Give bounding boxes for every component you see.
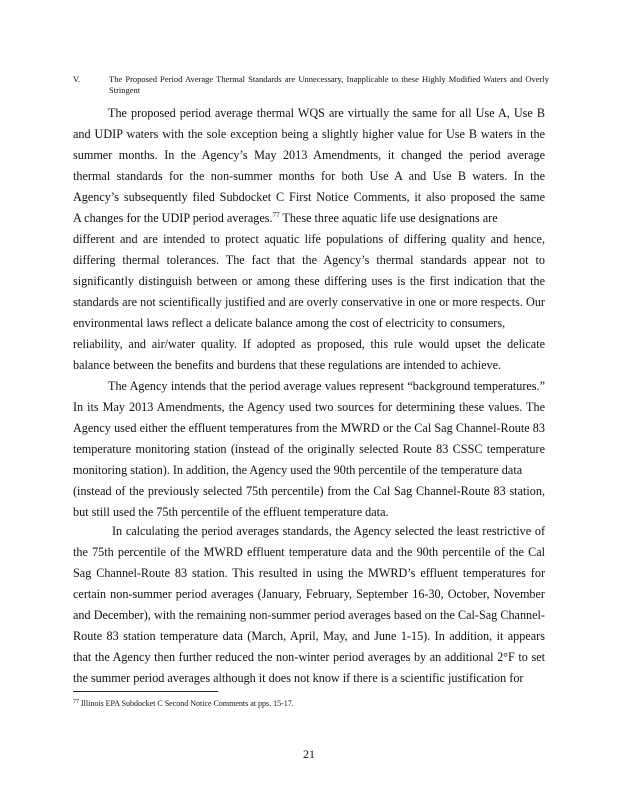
footnote	[73, 697, 294, 709]
footnote-reference: 77	[272, 211, 280, 219]
p3-line-2: the 75th percentile of the MWRD effluent temperature data and the 90th percentile of the Cal	[73, 545, 545, 559]
p2-line-5: monitoring station). In addition, the Agency used the 90th percentile of the temperature data	[73, 463, 523, 477]
p2-line-2: In its May 2013 Amendments, the Agency used two sources for determining these values. The	[73, 400, 545, 414]
p1-line-6	[73, 210, 545, 226]
p2-line-3: Agency used either the effluent temperatures from the MWRD or the Cal Sag Channel-Route 83	[73, 421, 545, 435]
p2-line-4: temperature monitoring station (instead of the originally selected Route 83 CSSC temperature	[73, 442, 545, 456]
p1-line-13: balance between the benefits and burdens that these regulations are intended to achieve.	[73, 358, 502, 372]
p1-line-8: differing thermal tolerances. The fact that the Agency’s thermal standards appear not to	[73, 253, 545, 267]
p2-line-6: (instead of the previously selected 75th percentile) from the Cal Sag Channel-Route 83 station,	[73, 484, 545, 498]
p1-line-3: summer months. In the Agency’s May 2013 Amendments, it changed the period average	[73, 148, 545, 162]
p2-line-1: The Agency intends that the period average values represent “background temperatures.”	[108, 379, 545, 393]
p2-line-7: but still used the 75th percentile of the effluent temperature data.	[73, 505, 389, 519]
section-title: The Proposed Period Average Thermal Standards are Unnecessary, Inapplicable to these Highly Modified Waters and Overly Stringent	[109, 74, 549, 95]
p3-line-7: that the Agency then further reduced the non-winter period averages by an additional 2°F to set	[73, 650, 545, 664]
p1-line-10: standards are not scientifically justified and are overly conservative in one or more respects. Our	[73, 295, 545, 309]
p1-line-1: The proposed period average thermal WQS are virtually the same for all Use A, Use B	[108, 106, 545, 120]
page-number: 21	[303, 747, 315, 761]
p1-line-12: reliability, and air/water quality. If adopted as proposed, this rule would upset the delicate	[73, 337, 545, 351]
p1-line-4: thermal standards for the non-summer months for both Use A and Use B waters. In the	[73, 169, 545, 183]
p3-line-6: Route 83 station temperature data (March, April, May, and June 1-15). In addition, it appears	[73, 629, 545, 643]
p1-line-9: significantly distinguish between or among these differing uses is the first indication that the	[73, 274, 545, 288]
footnote-divider	[73, 691, 218, 692]
p3-line-8: the summer period averages although it does not know if there is a scientific justification for	[73, 671, 524, 685]
p3-line-4: certain non-summer period averages (January, February, September 16-30, October, November	[73, 587, 545, 601]
section-number: V.	[73, 74, 81, 84]
p1-line-11: environmental laws reflect a delicate balance among the cost of electricity to consumers,	[73, 316, 506, 330]
p3-line-5: and December), with the remaining non-summer period averages based on the Cal-Sag Channel-	[73, 608, 545, 622]
footnote-number: 77	[73, 699, 79, 705]
p1-line-2: and UDIP waters with the sole exception being a slightly higher value for Use B waters in the	[73, 127, 545, 141]
p1-line-6-text: A changes for the UDIP period averages.	[73, 211, 273, 225]
p1-line-7: different and are intended to protect aquatic life populations of differing quality and hence,	[73, 232, 545, 246]
footnote-text: Illinois EPA Subdocket C Second Notice Comments at pps. 15-17.	[81, 699, 294, 708]
p1-line-6-tail: These three aquatic life use designations are	[279, 211, 498, 225]
p1-line-5: Agency’s subsequently filed Subdocket C First Notice Comments, it also proposed the same	[73, 190, 545, 204]
p3-line-1: In calculating the period averages standards, the Agency selected the least restrictive of	[112, 524, 545, 538]
p3-line-3: Sag Channel-Route 83 station. This resulted in using the MWRD’s effluent temperatures for	[73, 566, 545, 580]
